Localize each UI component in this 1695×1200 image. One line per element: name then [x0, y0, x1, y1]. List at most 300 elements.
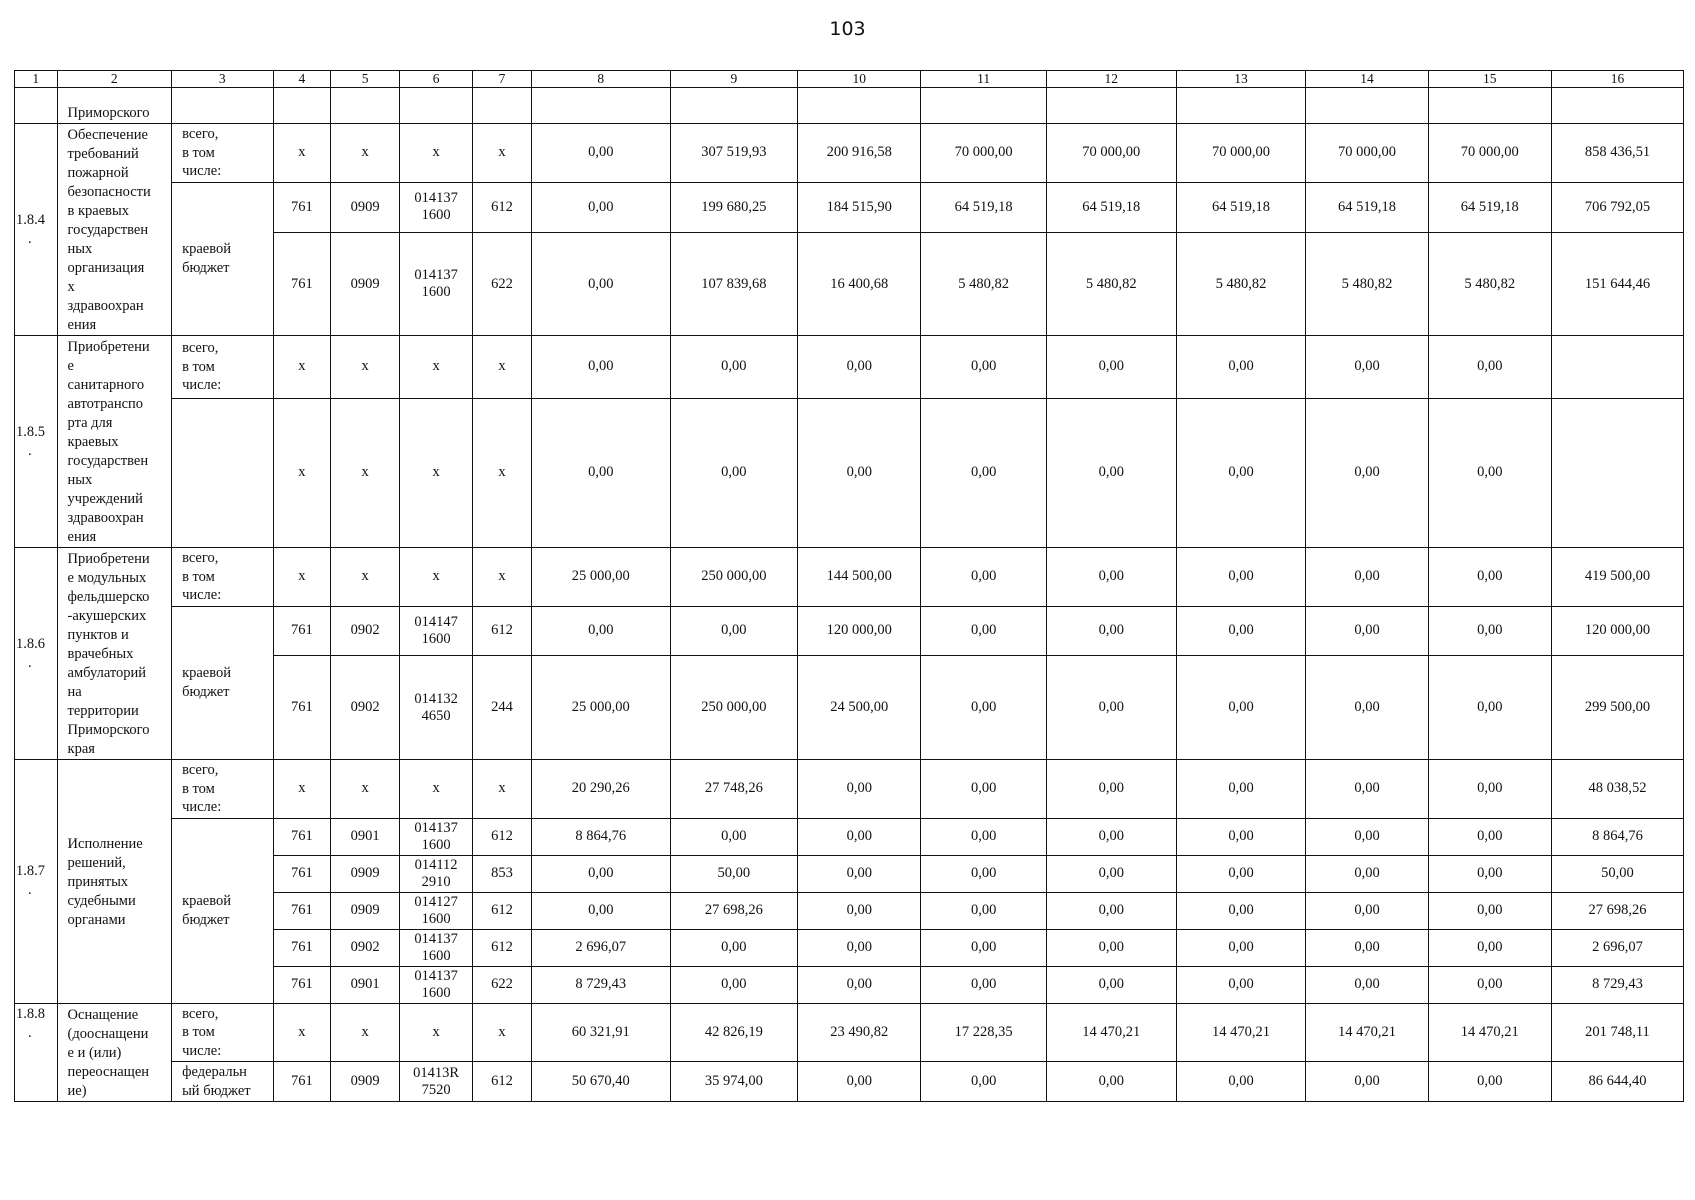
amount-cell: 307 519,93: [670, 124, 798, 183]
target-article-line: 014112: [414, 856, 458, 873]
expense-type-code: 612: [473, 892, 532, 929]
total-row: [15, 1003, 1684, 1062]
amount-cell: 42 826,19: [670, 1003, 798, 1062]
page-number: 103: [829, 18, 866, 40]
empty-cell: [331, 88, 400, 124]
table-row: [15, 1062, 1684, 1102]
not-applicable-mark: х: [331, 1003, 400, 1062]
not-applicable-mark: х: [473, 336, 532, 399]
measure-name-line: государствен: [67, 453, 149, 469]
total-label-line: числе:: [182, 163, 222, 179]
measure-name: [57, 124, 172, 336]
table-row: [15, 398, 1684, 547]
amount-cell: 0,00: [1306, 818, 1428, 855]
measure-number-dot: .: [28, 1024, 32, 1041]
amount-cell: 706 792,05: [1551, 182, 1683, 233]
not-applicable-mark: х: [331, 760, 400, 819]
total-label: [172, 1003, 273, 1062]
expense-type-code: 612: [473, 929, 532, 966]
measure-name-line: е и (или): [67, 1044, 122, 1061]
section-code: 0901: [331, 966, 400, 1003]
amount-cell: 299 500,00: [1551, 656, 1683, 760]
amount-cell: 0,00: [921, 1062, 1046, 1102]
expense-type-code: 612: [473, 818, 532, 855]
continuation-row: [15, 88, 1684, 124]
amount-cell: 0,00: [798, 855, 921, 892]
amount-cell: 0,00: [1176, 336, 1306, 399]
measure-number-dot: .: [28, 230, 32, 247]
amount-cell: 70 000,00: [1176, 124, 1306, 183]
measure-number-text: 1.8.8: [16, 1005, 45, 1022]
amount-cell: 0,00: [1176, 656, 1306, 760]
amount-cell: 27 748,26: [670, 760, 798, 819]
measure-name-line: на: [67, 684, 82, 700]
amount-cell: 250 000,00: [670, 656, 798, 760]
column-number: 15: [1428, 71, 1551, 88]
section-code: 0902: [331, 656, 400, 760]
amount-cell: 0,00: [1176, 1062, 1306, 1102]
empty-cell: [1306, 88, 1428, 124]
target-article-line: 014137: [414, 930, 458, 947]
amount-cell: 14 470,21: [1046, 1003, 1176, 1062]
target-article-line: 01413R: [413, 1064, 460, 1081]
measure-number-dot: .: [28, 882, 32, 899]
amount-cell: 0,00: [1176, 892, 1306, 929]
measure-name-line: края: [67, 741, 95, 757]
target-article-code: [400, 656, 473, 760]
amount-cell: 0,00: [670, 966, 798, 1003]
total-label-line: в том: [182, 780, 215, 797]
ministry-code: 761: [273, 818, 331, 855]
amount-cell: 0,00: [1176, 818, 1306, 855]
total-label-line: всего,: [182, 126, 219, 142]
amount-cell: 0,00: [670, 606, 798, 656]
not-applicable-mark: х: [400, 124, 473, 183]
empty-cell: [798, 88, 921, 124]
amount-cell: 0,00: [670, 398, 798, 547]
amount-cell: 0,00: [532, 124, 671, 183]
column-number: 11: [921, 71, 1046, 88]
measure-name-line: здравоохран: [67, 510, 144, 526]
not-applicable-mark: х: [331, 124, 400, 183]
amount-cell: 0,00: [1428, 548, 1551, 607]
funding-source-line: федеральн: [182, 1064, 247, 1080]
amount-cell: [1551, 336, 1683, 399]
amount-cell: 70 000,00: [1428, 124, 1551, 183]
target-article-code: [400, 606, 473, 656]
table-row: [15, 606, 1684, 656]
expense-type-code: 612: [473, 606, 532, 656]
empty-cell: [1551, 88, 1683, 124]
column-number: 16: [1551, 71, 1683, 88]
measure-name-line: е: [67, 358, 74, 374]
measure-name-line: ения: [67, 317, 97, 333]
amount-cell: 0,00: [1306, 656, 1428, 760]
amount-cell: 0,00: [921, 606, 1046, 656]
measure-name: [57, 760, 172, 1004]
empty-cell: [1046, 88, 1176, 124]
column-number: 1: [15, 71, 58, 88]
amount-cell: 151 644,46: [1551, 233, 1683, 336]
amount-cell: 50,00: [670, 855, 798, 892]
section-code: 0909: [331, 182, 400, 233]
funding-source-line: бюджет: [182, 911, 230, 928]
measure-name-line: государствен: [67, 222, 149, 238]
amount-cell: 64 519,18: [1428, 182, 1551, 233]
not-applicable-mark: х: [400, 398, 473, 547]
column-number: 8: [532, 71, 671, 88]
total-row: [15, 124, 1684, 183]
ministry-code: 761: [273, 606, 331, 656]
amount-cell: 27 698,26: [670, 892, 798, 929]
total-label-line: числе:: [182, 799, 222, 815]
amount-cell: 250 000,00: [670, 548, 798, 607]
amount-cell: 201 748,11: [1551, 1003, 1683, 1062]
amount-cell: 0,00: [1306, 855, 1428, 892]
measure-name-line: ения: [67, 529, 97, 545]
amount-cell: 5 480,82: [1428, 233, 1551, 336]
target-article-line: 1600: [421, 284, 451, 300]
amount-cell: 0,00: [921, 892, 1046, 929]
measure-name-line: Приобретени: [67, 339, 150, 355]
not-applicable-mark: х: [400, 548, 473, 607]
amount-cell: 0,00: [1046, 336, 1176, 399]
column-number: 13: [1176, 71, 1306, 88]
amount-cell: 0,00: [532, 336, 671, 399]
measure-name-line: в краевых: [67, 203, 130, 219]
amount-cell: 8 729,43: [532, 966, 671, 1003]
amount-cell: 0,00: [1428, 398, 1551, 547]
amount-cell: 14 470,21: [1306, 1003, 1428, 1062]
amount-cell: 0,00: [1428, 1062, 1551, 1102]
empty-cell: [273, 88, 331, 124]
target-article-code: [400, 855, 473, 892]
empty-cell: [172, 88, 273, 124]
amount-cell: 0,00: [670, 818, 798, 855]
ministry-code: 761: [273, 892, 331, 929]
amount-cell: 64 519,18: [921, 182, 1046, 233]
total-label-line: в том: [182, 358, 215, 375]
column-number: 9: [670, 71, 798, 88]
amount-cell: 60 321,91: [532, 1003, 671, 1062]
amount-cell: 0,00: [1428, 966, 1551, 1003]
funding-source: [172, 818, 273, 1003]
total-label-line: всего,: [182, 762, 219, 778]
amount-cell: 0,00: [1428, 929, 1551, 966]
not-applicable-mark: х: [331, 398, 400, 547]
amount-cell: 0,00: [921, 966, 1046, 1003]
measure-name-line: амбулаторий: [67, 665, 147, 681]
amount-cell: 199 680,25: [670, 182, 798, 233]
amount-cell: 64 519,18: [1176, 182, 1306, 233]
not-applicable-mark: х: [331, 548, 400, 607]
target-article-code: [400, 892, 473, 929]
total-label-line: в том: [182, 568, 215, 585]
total-label-line: всего,: [182, 550, 219, 566]
empty-cell: [670, 88, 798, 124]
amount-cell: 0,00: [1046, 656, 1176, 760]
table-row: [15, 182, 1684, 233]
amount-cell: 0,00: [1046, 855, 1176, 892]
empty-cell: [921, 88, 1046, 124]
measure-name-line: -акушерских: [67, 608, 147, 624]
column-number: 12: [1046, 71, 1176, 88]
target-article-line: 1600: [421, 910, 451, 927]
expense-type-code: 612: [473, 1062, 532, 1102]
target-article-line: 1600: [421, 630, 451, 647]
amount-cell: 50 670,40: [532, 1062, 671, 1102]
expense-type-code: 622: [473, 233, 532, 336]
amount-cell: 35 974,00: [670, 1062, 798, 1102]
target-article-code: [400, 233, 473, 336]
target-article-line: 1600: [421, 984, 451, 1001]
amount-cell: 5 480,82: [921, 233, 1046, 336]
continued-measure-name: Приморского: [57, 88, 172, 124]
measure-name-line: (дооснащени: [67, 1025, 149, 1042]
funding-source-line: краевой: [182, 893, 231, 909]
target-article-code: [400, 818, 473, 855]
amount-cell: 0,00: [1176, 398, 1306, 547]
empty-cell: [532, 88, 671, 124]
amount-cell: 0,00: [921, 855, 1046, 892]
amount-cell: 14 470,21: [1176, 1003, 1306, 1062]
target-article-line: 014137: [414, 967, 458, 984]
not-applicable-mark: х: [331, 336, 400, 399]
table-body: [15, 71, 1684, 1102]
funding-source-line: краевой: [182, 665, 231, 682]
total-label: [172, 336, 273, 399]
amount-cell: 25 000,00: [532, 656, 671, 760]
empty-cell: [400, 88, 473, 124]
ministry-code: 761: [273, 855, 331, 892]
amount-cell: 48 038,52: [1551, 760, 1683, 819]
funding-source-line: бюджет: [182, 683, 230, 700]
column-number-header-row: [15, 71, 1684, 88]
amount-cell: 0,00: [798, 966, 921, 1003]
amount-cell: 20 290,26: [532, 760, 671, 819]
amount-cell: 0,00: [921, 818, 1046, 855]
column-number: 10: [798, 71, 921, 88]
measure-name: [57, 548, 172, 760]
measure-name: [57, 1003, 172, 1102]
amount-cell: 0,00: [1306, 336, 1428, 399]
amount-cell: 0,00: [532, 892, 671, 929]
measure-number: [15, 760, 58, 1004]
funding-source-line: бюджет: [182, 259, 230, 276]
measure-number: [15, 548, 58, 760]
measure-name-line: территории: [67, 703, 139, 719]
amount-cell: 0,00: [1046, 1062, 1176, 1102]
measure-name-line: здравоохран: [67, 298, 144, 314]
amount-cell: 27 698,26: [1551, 892, 1683, 929]
amount-cell: 0,00: [1046, 892, 1176, 929]
amount-cell: 5 480,82: [1176, 233, 1306, 336]
expense-type-code: 853: [473, 855, 532, 892]
measure-number-text: 1.8.6: [16, 635, 45, 652]
amount-cell: 0,00: [532, 233, 671, 336]
amount-cell: 0,00: [1306, 548, 1428, 607]
not-applicable-mark: х: [273, 124, 331, 183]
amount-cell: 0,00: [532, 398, 671, 547]
amount-cell: 120 000,00: [1551, 606, 1683, 656]
section-code: 0901: [331, 818, 400, 855]
target-article-line: 4650: [421, 707, 451, 724]
amount-cell: 0,00: [798, 818, 921, 855]
amount-cell: 8 864,76: [1551, 818, 1683, 855]
ministry-code: 761: [273, 966, 331, 1003]
amount-cell: 86 644,40: [1551, 1062, 1683, 1102]
expense-type-code: 244: [473, 656, 532, 760]
not-applicable-mark: х: [473, 760, 532, 819]
funding-source-line: краевой: [182, 241, 231, 258]
measure-number: [15, 336, 58, 548]
budget-table: [14, 70, 1684, 1102]
measure-name-line: е модульных: [67, 570, 147, 586]
measure-name-line: организация: [67, 260, 145, 276]
measure-name-line: автотранспо: [67, 396, 144, 412]
amount-cell: 64 519,18: [1306, 182, 1428, 233]
total-row: [15, 548, 1684, 607]
amount-cell: 0,00: [1428, 818, 1551, 855]
measure-name-line: учреждений: [67, 491, 143, 507]
target-article-line: 2910: [421, 873, 451, 890]
amount-cell: 0,00: [921, 548, 1046, 607]
amount-cell: 0,00: [1046, 398, 1176, 547]
total-label: [172, 548, 273, 607]
measure-number-dot: .: [28, 442, 32, 459]
total-label-line: числе:: [182, 1042, 222, 1059]
not-applicable-mark: х: [473, 548, 532, 607]
column-number: 7: [473, 71, 532, 88]
empty-cell: [1176, 88, 1306, 124]
amount-cell: 0,00: [532, 855, 671, 892]
total-label-line: числе:: [182, 587, 222, 603]
not-applicable-mark: х: [273, 548, 331, 607]
amount-cell: [1551, 398, 1683, 547]
amount-cell: 0,00: [1428, 336, 1551, 399]
amount-cell: 0,00: [1046, 929, 1176, 966]
measure-name-line: Оснащение: [67, 1006, 139, 1023]
measure-name-line: рта для: [67, 415, 113, 431]
expense-type-code: 622: [473, 966, 532, 1003]
measure-name-line: органами: [67, 911, 126, 928]
measure-number-text: 1.8.4: [16, 211, 45, 228]
amount-cell: 0,00: [921, 760, 1046, 819]
not-applicable-mark: х: [400, 1003, 473, 1062]
amount-cell: 0,00: [1306, 398, 1428, 547]
not-applicable-mark: х: [473, 398, 532, 547]
section-code: 0909: [331, 892, 400, 929]
section-code: 0909: [331, 855, 400, 892]
table-row: [15, 818, 1684, 855]
column-number: 6: [400, 71, 473, 88]
not-applicable-mark: х: [273, 1003, 331, 1062]
measure-name-line: требований: [67, 146, 139, 162]
measure-name-line: пунктов и: [67, 627, 129, 643]
funding-source: [172, 182, 273, 336]
amount-cell: 0,00: [921, 929, 1046, 966]
measure-name-line: ных: [67, 241, 93, 257]
measure-name-line: Приобретени: [67, 551, 150, 567]
amount-cell: 0,00: [1176, 929, 1306, 966]
amount-cell: 0,00: [1428, 892, 1551, 929]
amount-cell: 0,00: [1176, 855, 1306, 892]
total-label: [172, 760, 273, 819]
amount-cell: 0,00: [1046, 760, 1176, 819]
ministry-code: 761: [273, 233, 331, 336]
section-code: 0902: [331, 606, 400, 656]
target-article-line: 1600: [421, 947, 451, 964]
measure-name-line: переоснащен: [67, 1063, 150, 1080]
target-article-line: 014137: [414, 267, 458, 283]
amount-cell: 70 000,00: [1046, 124, 1176, 183]
target-article-line: 1600: [421, 207, 451, 224]
measure-name-line: Приморского: [67, 722, 150, 738]
not-applicable-mark: х: [273, 336, 331, 399]
amount-cell: 184 515,90: [798, 182, 921, 233]
section-code: 0902: [331, 929, 400, 966]
amount-cell: 0,00: [1428, 656, 1551, 760]
funding-source-line: ый бюджет: [182, 1082, 251, 1099]
amount-cell: 0,00: [1046, 818, 1176, 855]
measure-name-line: пожарной: [67, 165, 129, 181]
measure-name-line: решений,: [67, 854, 126, 871]
amount-cell: 200 916,58: [798, 124, 921, 183]
empty-cell: [15, 88, 58, 124]
amount-cell: 2 696,07: [532, 929, 671, 966]
target-article-line: 1600: [421, 836, 451, 853]
column-number: 3: [172, 71, 273, 88]
target-article-line: 014137: [414, 190, 458, 207]
amount-cell: 14 470,21: [1428, 1003, 1551, 1062]
amount-cell: 0,00: [1306, 892, 1428, 929]
funding-source: [172, 1062, 273, 1102]
target-article-line: 014137: [414, 819, 458, 836]
column-number: 2: [57, 71, 172, 88]
target-article-line: 014132: [414, 690, 458, 707]
measure-number-text: 1.8.7: [16, 863, 45, 880]
ministry-code: 761: [273, 656, 331, 760]
amount-cell: 2 696,07: [1551, 929, 1683, 966]
target-article-line: 014127: [414, 893, 458, 910]
amount-cell: 0,00: [921, 656, 1046, 760]
amount-cell: 0,00: [1046, 966, 1176, 1003]
amount-cell: 50,00: [1551, 855, 1683, 892]
measure-name-line: безопасности: [67, 184, 151, 200]
total-label-line: в том: [182, 1024, 215, 1040]
amount-cell: 0,00: [1428, 855, 1551, 892]
amount-cell: 0,00: [1306, 606, 1428, 656]
amount-cell: 0,00: [670, 336, 798, 399]
amount-cell: 0,00: [670, 929, 798, 966]
not-applicable-mark: х: [273, 760, 331, 819]
measure-number-dot: .: [28, 654, 32, 671]
measure-name-line: х: [67, 279, 75, 295]
amount-cell: 0,00: [921, 398, 1046, 547]
amount-cell: 70 000,00: [921, 124, 1046, 183]
amount-cell: 0,00: [1306, 1062, 1428, 1102]
amount-cell: 0,00: [1428, 760, 1551, 819]
amount-cell: 0,00: [1176, 548, 1306, 607]
amount-cell: 25 000,00: [532, 548, 671, 607]
measure-name: [57, 336, 172, 548]
target-article-code: [400, 966, 473, 1003]
amount-cell: 858 436,51: [1551, 124, 1683, 183]
target-article-code: [400, 1062, 473, 1102]
measure-number-text: 1.8.5: [16, 423, 45, 440]
not-applicable-mark: х: [400, 336, 473, 399]
amount-cell: 23 490,82: [798, 1003, 921, 1062]
